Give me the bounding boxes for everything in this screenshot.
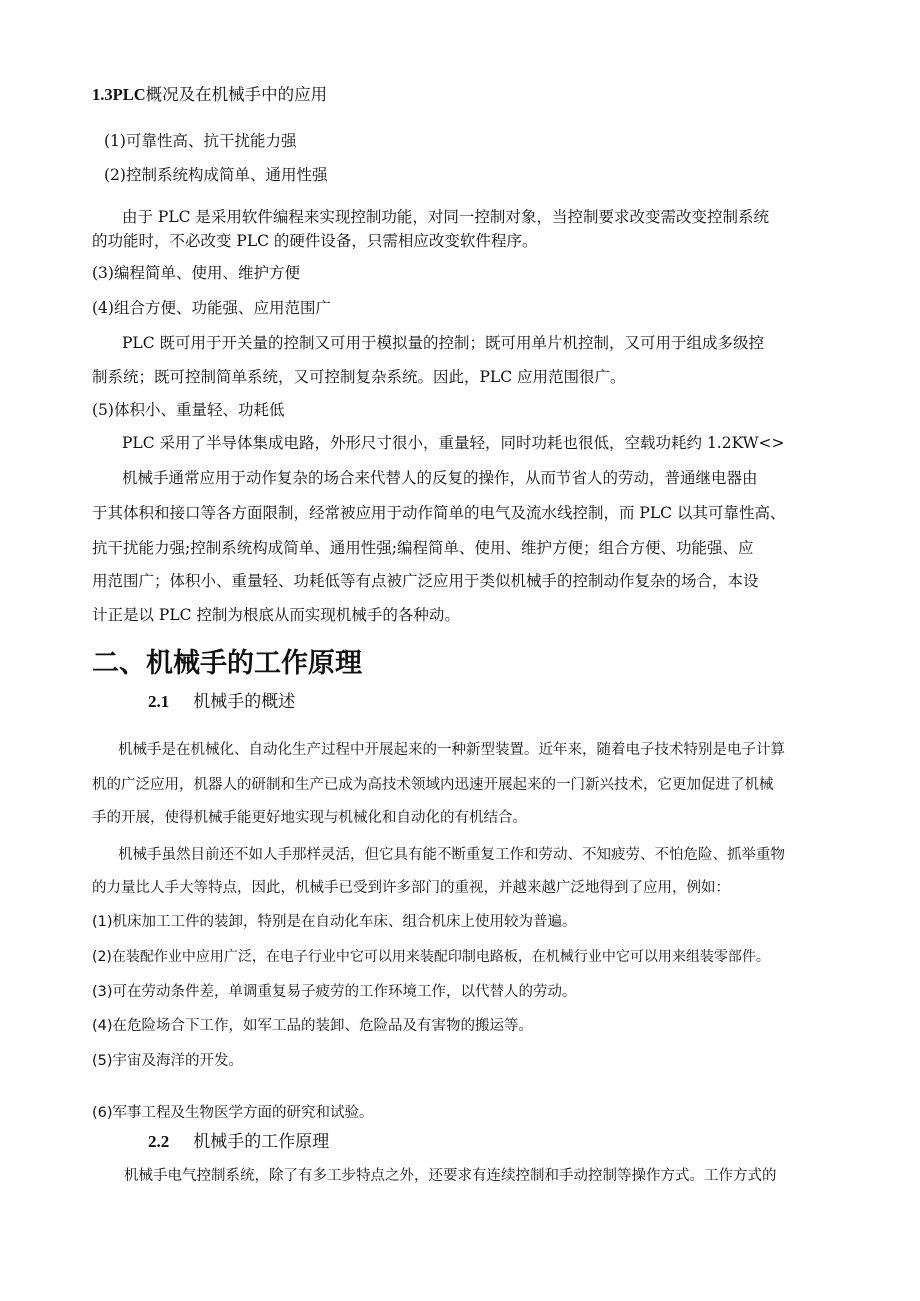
paragraph-line: 的力量比人手大等特点，因此，机械手已受到许多部门的重视，并越来越广泛地得到了应用，例如： [92,880,730,896]
paragraph-line: PLC 既可用于开关量的控制又可用于模拟量的控制；既可用单片机控制，又可用于组成多级控 [122,334,765,352]
paragraph-line: 由于 PLC 是采用软件编程来实现控制功能，对同一控制对象，当控制要求改变需改变控制系统 [122,208,769,226]
list-item: (2)在装配作业中应用广泛，在电子行业中它可以用来装配印制电路板，在机械行业中它可以用来组装零部件。 [92,949,770,965]
list-item: (5)宇宙及海洋的开发。 [92,1053,244,1069]
section-heading-2-1 [148,691,295,713]
section-heading-1-3 [92,85,327,105]
paragraph-line: 机的广泛应用，机器人的研制和生产已成为高技术领域内迅速开展起来的一门新兴技术，它更加促进了机械 [92,777,774,793]
list-item: (3)可在劳动条件差，单调重复易子疲劳的工作环境工作，以代替人的劳动。 [92,984,577,1000]
paragraph-line: PLC 采用了半导体集成电路，外形尺寸很小，重量轻，同时功耗也很低，空载功耗约 1.2KW<> [122,434,785,452]
paragraph-line: 的功能时，不必改变 PLC 的硬件设备，只需相应改变软件程序。 [92,232,538,250]
list-item: (1)可靠性高、抗干扰能力强 [104,132,297,150]
paragraph-line: 于其体积和接口等各方面限制，经常被应用于动作简单的电气及流水线控制，而 PLC 以其可靠性高、 [92,504,786,522]
list-item: (4)在危险场合下工作，如军工品的装卸、危险品及有害物的搬运等。 [92,1018,534,1034]
list-item: (6)军事工程及生物医学方面的研究和试验。 [92,1105,374,1121]
paragraph-line: 机械手电气控制系统，除了有多工步特点之外，还要求有连续控制和手动控制等操作方式。工作方式的 [124,1168,777,1184]
list-item: (5)体积小、重量轻、功耗低 [92,401,285,419]
paragraph-line: 手的开展，使得机械手能更好地实现与机械化和自动化的有机结合。 [92,810,527,826]
section-number: 2.1 [148,692,170,711]
paragraph-line: 抗干扰能力强;控制系统构成简单、通用性强;编程简单、使用、维护方便；组合方便、功能强、应 [92,539,754,557]
section-title: 机械手的工作原理 [193,1132,330,1152]
section-heading-2-2 [148,1131,329,1153]
chapter-heading-2: 二、机械手的工作原理 [92,648,362,679]
paragraph-line: 机械手虽然目前还不如人手那样灵活，但它具有能不断重复工作和劳动、不知疲劳、不怕危险、抓举重物 [118,847,785,863]
section-title: 机械手的概述 [193,692,296,712]
section-number: 1.3PLC [92,85,146,104]
paragraph-line: 机械手通常应用于动作复杂的场合来代替人的反复的操作，从而节省人的劳动，普通继电器由 [122,469,758,487]
paragraph-line: 制系统；既可控制简单系统，又可控制复杂系统。因此，PLC 应用范围很广。 [92,368,626,386]
list-item: (2)控制系统构成简单、通用性强 [104,166,328,184]
paragraph-line: 机械手是在机械化、自动化生产过程中开展起来的一种新型装置。近年来，随着电子技术特别是电子计算 [118,742,785,758]
section-title: 概况及在机械手中的应用 [145,85,328,104]
paragraph-line: 用范围广；体积小、重量轻、功耗低等有点被广泛应用于类似机械手的控制动作复杂的场合，本设 [92,572,759,590]
section-number: 2.2 [148,1132,170,1151]
list-item: (3)编程简单、使用、维护方便 [92,264,300,282]
list-item: (1)机床加工工件的装卸，特别是在自动化车床、组合机床上使用较为普遍。 [92,914,577,930]
paragraph-line: 计正是以 PLC 控制为根底从而实现机械手的各种动。 [92,606,460,624]
list-item: (4)组合方便、功能强、应用范围广 [92,299,331,317]
